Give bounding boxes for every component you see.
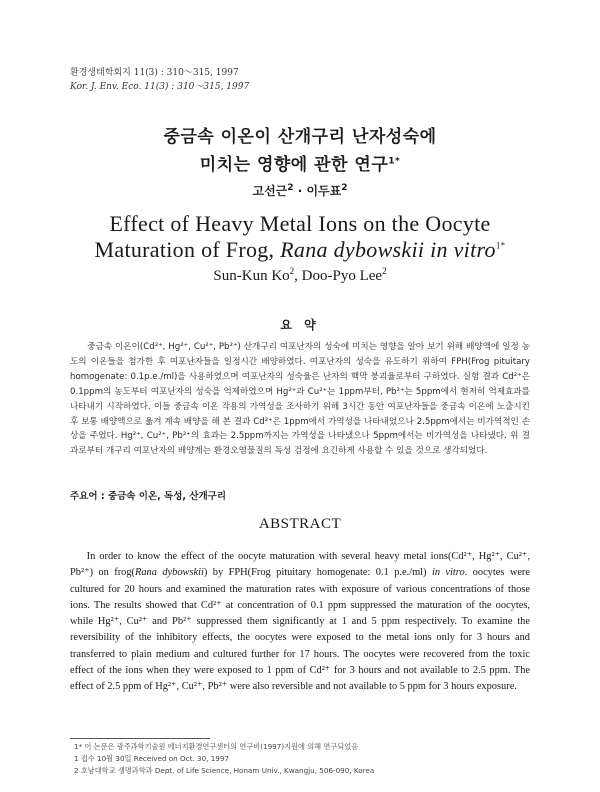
journal-citation: [70, 66, 249, 94]
abstract-ko-body: 중금속 이온이(Cd²⁺, Hg²⁺, Cu²⁺, Pb²⁺) 산개구리 여포난자의 성숙에 미치는 영향을 알아 보기 위해 배양액에 일정 농도의 이온들을 첨가한 후 여포난자들을 일정시간 배양하였다. 여포난자의 성숙을 유도하기 위하여 FPH(Frog pituitary homogenate: 0.1p.e./ml)을 사용하였으며 여포난자의 성숙율은 난자의 핵막 붕괴율로부터 구하였다. 실험 결과 Cd²⁺은 0.1ppm의 농도부터 여포난자의 성숙을 억제하였으며 Hg²⁺과 Cu²⁺는 1ppm부터, Pb²⁺는 5ppm에서 현저히 억제효과를 나타내기 시작하였다. 이들 중금속 이온 작용의 가역성을 조사하기 위해 3시간 동안 여포난자들을 중금속 이온에 노출시킨 후 보통 배양액으로 옮겨 계속 배양을 해 본 결과 Cd²⁺은 1ppm에서 가역성을 나타내었으나 2.5ppm에서는 비가역적인 손상을 주었다. Hg²⁺, Cu²⁺, Pb²⁺의 효과는 2.5ppm까지는 가역성을 나타냈으나 5ppm에서는 비가역성을 나타냈다. 위 결과로부터 개구리 여포난자의 배양계는 환경오염물질의 독성 검정에 요긴하게 사용할 수 있을 것으로 생각되었다.: [70, 342, 530, 457]
journal-citation-en: Kor. J. Env. Eco. 11(3) : 310～315, 1997: [70, 82, 250, 92]
abstract-en-part2: ) by FPH(Frog pituitary homogenate: 0.1 p.e./ml): [203, 567, 432, 579]
authors-ko: [0, 182, 600, 199]
title-ko-line2-text: 미치는 영향에 관한 연구: [199, 155, 389, 175]
title-ko-line2: [0, 150, 600, 175]
author-en-2-affil: 2: [382, 266, 387, 276]
author-en-separator: ,: [294, 268, 302, 284]
abstract-en-species: Rana dybowskii: [135, 567, 204, 579]
footnotes: [74, 741, 534, 777]
author-en-2: Doo-Pyo Lee: [301, 268, 383, 284]
footnote-affiliation: 2 호남대학교 생명과학과 Dept. of Life Science, Honam Univ., Kwangju, 506-090, Korea: [74, 766, 375, 775]
title-en-line2: [0, 237, 600, 263]
footnote-received: 1 접수 10월 30일 Received on Oct. 30, 1997: [74, 754, 230, 763]
author-ko-2-affil: 2: [341, 183, 348, 193]
abstract-en-in-vitro: in vitro: [431, 567, 465, 579]
title-ko-line1: 중금속 이온이 산개구리 난자성숙에: [163, 127, 437, 147]
author-en-1-affil: 2: [289, 266, 295, 276]
author-en-1: Sun-Kun Ko: [213, 268, 290, 284]
author-ko-2: 이두표: [306, 184, 342, 198]
journal-citation-ko: 환경생태학회지 11(3) : 310～315, 1997: [70, 68, 239, 78]
title-ko-footnote-mark: 1*: [388, 156, 401, 167]
authors-en: [0, 268, 600, 285]
author-ko-separator: ·: [293, 184, 307, 198]
footnote-divider: [70, 738, 210, 739]
title-en-line2-prefix: Maturation of Frog,: [94, 237, 281, 262]
title-en-footnote-mark: 1*: [495, 240, 506, 251]
abstract-ko-heading: 요 약: [280, 318, 320, 332]
author-ko-1-affil: 2: [287, 183, 294, 193]
author-ko-1: 고선근: [252, 184, 288, 198]
keywords: [70, 488, 226, 502]
abstract-en-part3: . oocytes were cultured for 20 hours and examined the maturation rates with exposure of various concentrations of those ions. The results showed that Cd²⁺ at concentration of 0.1 ppm suppressed the maturation of the oocytes, while Hg²⁺, Cu²⁺ and Pb²⁺ suppressed them significantly at 1 and 5 ppm respectively. To examine the reversibility of the inhibitory effects, the oocytes were exposed to the metal ions only for 3 hours and transferred to plain medium and cultured further for 17 hours. The oocytes were recovered from the toxic effect of the ions when they were exposed to 1 ppm of Cd²⁺ for 3 hours and not available to 2.5 ppm. The effect of 2.5 ppm of Hg²⁺, Cu²⁺, Pb²⁺ were also reversible and not available to 5 ppm for 3 hours exposure.: [70, 567, 531, 693]
abstract-en-body: [70, 549, 530, 696]
title-en-line1: Effect of Heavy Metal Ions on the Oocyte: [109, 211, 491, 236]
abstract-en-part1: In order to know the effect of the oocyte maturation with several heavy metal ions(Cd²⁺, Hg²⁺, Cu²⁺, Pb²⁺) on frog(: [70, 551, 530, 579]
title-en-species: Rana dybowskii in vitro: [280, 237, 496, 262]
keywords-label: 주요어 :: [70, 491, 108, 502]
footnote-funding: 1* 이 논문은 광주과학기술원 에너지환경연구센터의 연구비(1997)지원에 의해 연구되었음: [74, 742, 359, 751]
keywords-list: 중금속 이온, 독성, 산개구리: [107, 491, 227, 502]
abstract-en-heading: ABSTRACT: [258, 516, 342, 532]
